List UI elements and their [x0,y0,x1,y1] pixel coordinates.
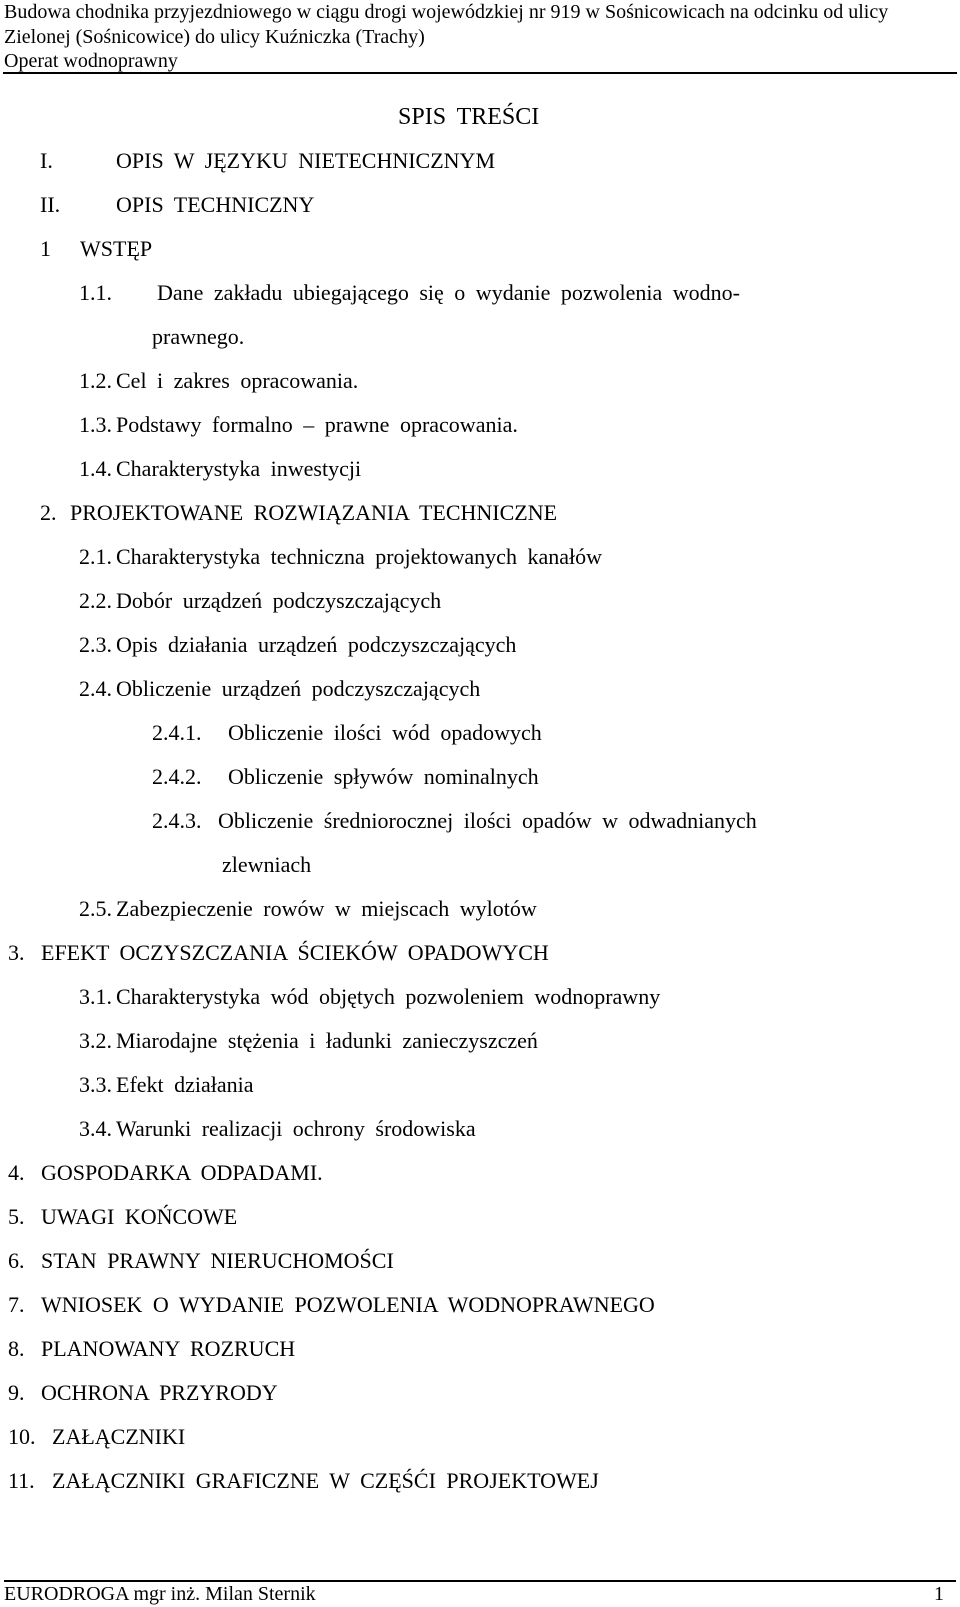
toc-entry [8,1292,655,1318]
toc-entry-text: Dane zakładu ubiegającego się o wydanie pozwolenia wodno- [157,280,740,305]
page-header [4,0,956,74]
toc-entry [79,632,516,658]
toc-entry [40,500,557,526]
toc-entry-text: Obliczenie urządzeń podczyszczających [116,676,481,701]
toc-entry-text: WNIOSEK O WYDANIE POZWOLENIA WODNOPRAWNEGO [41,1292,655,1317]
toc-entry [79,588,441,614]
toc-entry-number: 2. [40,500,57,525]
toc-entry [79,368,358,394]
toc-entry-text: Charakterystyka wód objętych pozwoleniem wodnoprawny [116,984,661,1009]
toc-entry [8,1336,295,1362]
toc-entry-number: 7. [8,1292,25,1317]
header-subtitle: Operat wodnoprawny [4,50,178,72]
toc-entry [152,808,757,834]
toc-entry-text: Charakterystyka inwestycji [116,456,362,481]
toc-entry-text: zlewniach [222,852,312,877]
toc-entry-number: 1 [40,236,51,261]
toc-entry-text: Efekt działania [116,1072,254,1097]
toc-entry-text: OPIS W JĘZYKU NIETECHNICZNYM [116,148,496,173]
toc-entry-text: Opis działania urządzeń podczyszczających [116,632,517,657]
toc-entry-number: 3.2. [79,1028,112,1053]
toc-entry-text: OPIS TECHNICZNY [116,192,315,217]
toc-entry [40,192,314,218]
toc-entry-number: 6. [8,1248,25,1273]
toc-title: SPIS TREŚCI [398,104,540,130]
toc-entry [79,280,740,306]
toc-entry [152,764,539,790]
toc-entry-text: Zabezpieczenie rowów w miejscach wylotów [116,896,537,921]
toc-entry [40,236,152,262]
toc-entry-text: Cel i zakres opracowania. [116,368,359,393]
toc-entry-text: ZAŁĄCZNIKI GRAFICZNE W CZĘŚĆI PROJEKTOWEJ [52,1468,599,1493]
toc-entry-text: Obliczenie średniorocznej ilości opadów w odwadnianych [218,808,757,833]
toc-entry [79,1072,254,1098]
toc-entry-number: 2.1. [79,544,112,569]
toc-entry [40,148,495,174]
toc-entry-text: Podstawy formalno – prawne opracowania. [116,412,518,437]
toc-entry-text: GOSPODARKA ODPADAMI. [41,1160,323,1185]
toc-entry [79,1028,538,1054]
toc-entry-number: 9. [8,1380,25,1405]
toc-entry-number: 2.4. [79,676,112,701]
toc-entry-text: WSTĘP [80,236,153,261]
toc-entry-number: 5. [8,1204,25,1229]
toc-entry-number: 8. [8,1336,25,1361]
toc-entry-number: 1.1. [79,280,112,305]
toc-entry-text: prawnego. [152,324,245,349]
toc-entry-number: I. [40,148,53,173]
toc-entry [79,456,361,482]
page-number: 1 [934,1583,944,1605]
toc-entry-number: 1.4. [79,456,112,481]
toc-entry-number: 1.3. [79,412,112,437]
toc-entry-text: EFEKT OCZYSZCZANIA ŚCIEKÓW OPADOWYCH [41,940,549,965]
toc-entry-text: Dobór urządzeń podczyszczających [116,588,442,613]
toc-entry [152,720,542,746]
toc-entry-text: Charakterystyka techniczna projektowanych kanałów [116,544,602,569]
toc-entry-text: PLANOWANY ROZRUCH [41,1336,296,1361]
toc-entry-text: Miarodajne stężenia i ładunki zanieczyszczeń [116,1028,538,1053]
toc-entry-text: OCHRONA PRZYRODY [41,1380,278,1405]
toc-entry-number: II. [40,192,61,217]
toc-entry-number: 2.4.2. [152,764,202,789]
toc-entry [79,544,602,570]
toc-entry-number: 10. [8,1424,36,1449]
toc-entry-number: 2.2. [79,588,112,613]
toc-entry-number: 3. [8,940,25,965]
toc-entry-continuation [152,324,244,350]
toc-entry-text: Obliczenie spływów nominalnych [228,764,539,789]
toc-entry [8,1160,323,1186]
toc-entry [79,412,518,438]
toc-entry-text: STAN PRAWNY NIERUCHOMOŚCI [41,1248,394,1273]
toc-entry-text: UWAGI KOŃCOWE [41,1204,238,1229]
header-title-line2: Zielonej (Sośnicowice) do ulicy Kuźniczka (Trachy) [4,25,425,48]
toc-entry-number: 3.1. [79,984,112,1009]
toc-entry [79,1116,476,1142]
footer-author: EURODROGA mgr inż. Milan Sternik [4,1583,316,1605]
toc-entry-number: 3.4. [79,1116,112,1141]
toc-entry-text: PROJEKTOWANE ROZWIĄZANIA TECHNICZNE [70,500,558,525]
toc-entry-number: 3.3. [79,1072,112,1097]
toc-entry [8,1380,278,1406]
toc-entry-number: 2.5. [79,896,112,921]
toc-entry [8,1468,599,1494]
toc-entry-number: 2.4.1. [152,720,202,745]
toc-entry-number: 11. [8,1468,35,1493]
header-title-line1: Budowa chodnika przyjezdniowego w ciągu drogi wojewódzkiej nr 919 w Sośnicowicach na odcinku od ulicy [4,1,889,23]
toc-entry [8,1204,237,1230]
toc-entry-number: 2.4.3. [152,808,202,833]
toc-entry [79,896,537,922]
toc-entry-text: Warunki realizacji ochrony środowiska [116,1116,476,1141]
toc-entry [79,676,480,702]
page-footer [4,1580,956,1607]
toc-entry-text: ZAŁĄCZNIKI [52,1424,186,1449]
toc-entry-number: 2.3. [79,632,112,657]
toc-entry-number: 1.2. [79,368,112,393]
toc-entry-number: 4. [8,1160,25,1185]
toc-entry [8,1248,394,1274]
toc-entry [79,984,660,1010]
toc-entry [8,940,549,966]
toc-entry-continuation [222,852,311,878]
toc-entry-text: Obliczenie ilości wód opadowych [228,720,542,745]
toc-entry [8,1424,185,1450]
header-divider [3,72,957,74]
